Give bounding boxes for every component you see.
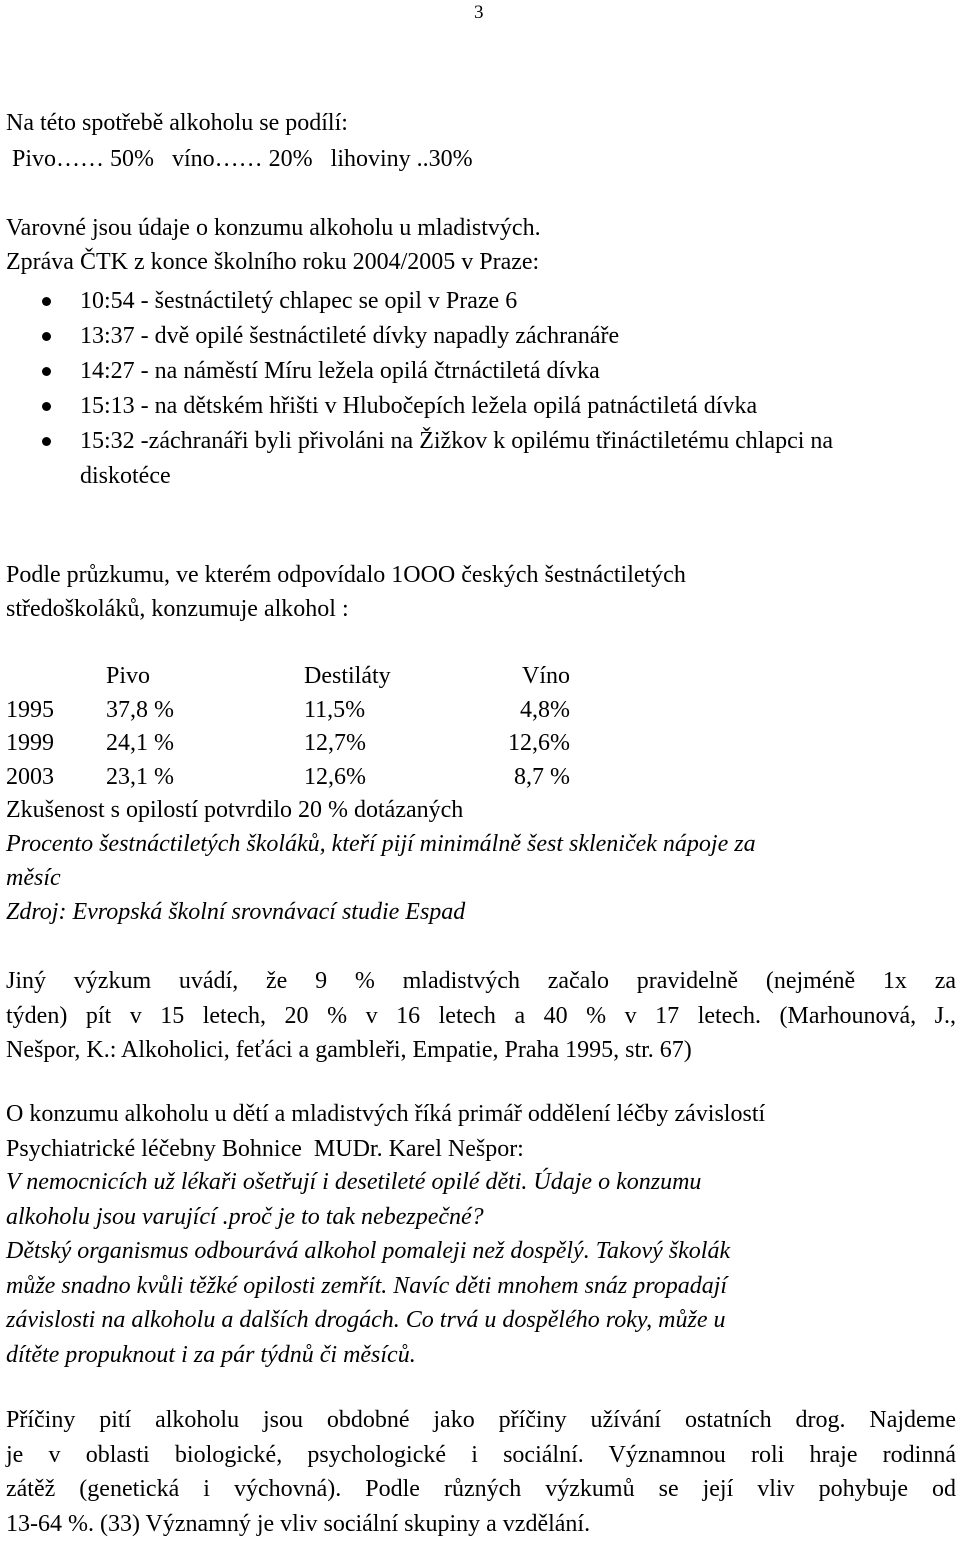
other-research-paragraph	[6, 964, 956, 1068]
list-item: 15:32 -záchranáři byli přivoláni na Žižkov k opilému třináctiletému chlapci na diskotéce	[0, 424, 920, 494]
list-item: 13:37 - dvě opilé šestnáctileté dívky napadly záchranáře	[0, 319, 920, 354]
paragraph-line: Jiný výzkum uvádí, že 9 % mladistvých začalo pravidelně (nejméně 1x za	[6, 964, 956, 999]
list-item: 10:54 - šestnáctiletý chlapec se opil v Praze 6	[0, 284, 920, 319]
table-cell: 12,6%	[304, 761, 470, 795]
bullet-icon	[42, 332, 51, 341]
table-cell: 12,6%	[470, 727, 570, 761]
paragraph-line: je v oblasti biologické, psychologické i sociální. Významnou roli hraje rodinná	[6, 1438, 956, 1473]
table-cell: 1995	[0, 694, 106, 728]
note-line2: měsíc	[6, 864, 61, 892]
table-cell: 37,8 %	[106, 694, 304, 728]
paragraph-line: zátěž (genetická i výchovná). Podle různých výzkumů se její vliv pohybuje od	[6, 1472, 956, 1507]
note-line1: Procento šestnáctiletých školáků, kteří pijí minimálně šest skleniček nápoje za	[6, 830, 756, 858]
table-cell: 1999	[0, 727, 106, 761]
quote-line: Dětský organismus odbourává alkohol pomaleji než dospělý. Takový školák	[6, 1234, 956, 1269]
table-header	[0, 660, 106, 694]
quote-line: může snadno kvůli těžké opilosti zemřít. Navíc děti mnohem snáz propadají	[6, 1269, 956, 1304]
incident-list	[0, 284, 920, 494]
causes-paragraph	[6, 1403, 956, 1541]
bullet-icon	[42, 437, 51, 446]
list-item: 14:27 - na náměstí Míru ležela opilá čtrnáctiletá dívka	[0, 354, 920, 389]
bullet-icon	[42, 402, 51, 411]
table-row	[0, 761, 570, 795]
table-cell: 2003	[0, 761, 106, 795]
source-text: Zdroj: Evropská školní srovnávací studie Espad	[6, 898, 465, 926]
paragraph-line: Příčiny pití alkoholu jsou obdobné jako příčiny užívání ostatních drog. Najdeme	[6, 1403, 956, 1438]
list-item: 15:13 - na dětském hřišti v Hlubočepích ležela opilá patnáctiletá dívka	[0, 389, 920, 424]
quote-line: V nemocnicích už lékaři ošetřují i desetileté opilé děti. Údaje o konzumu	[6, 1165, 956, 1200]
bohnice-quote	[6, 1165, 956, 1372]
bohnice-line2: Psychiatrické léčebny Bohnice MUDr. Karel Nešpor:	[6, 1135, 524, 1163]
quote-line: závislosti na alkoholu a dalších drogách. Co trvá u dospělého roky, může u	[6, 1303, 956, 1338]
bullet-icon	[42, 297, 51, 306]
table-cell: 11,5%	[304, 694, 470, 728]
table-header: Víno	[470, 660, 570, 694]
quote-line: alkoholu jsou varující .proč je to tak nebezpečné?	[6, 1200, 956, 1235]
consumption-table	[0, 660, 570, 794]
bullet-icon	[42, 367, 51, 376]
survey-intro-line2: středoškoláků, konzumuje alkohol :	[6, 595, 349, 623]
table-row	[0, 694, 570, 728]
table-header: Pivo	[106, 660, 304, 694]
bohnice-line1: O konzumu alkoholu u dětí a mladistvých říká primář oddělení léčby závislostí	[6, 1100, 765, 1128]
table-cell: 4,8%	[470, 694, 570, 728]
table-row	[0, 727, 570, 761]
warning-heading: Varovné jsou údaje o konzumu alkoholu u mladistvých.	[6, 214, 541, 242]
table-cell: 8,7 %	[470, 761, 570, 795]
quote-line: dítěte propuknout i za pár týdnů či měsíců.	[6, 1338, 956, 1373]
table-cell: 24,1 %	[106, 727, 304, 761]
table-cell: 12,7%	[304, 727, 470, 761]
paragraph-line: týden) pít v 15 letech, 20 % v 16 letech a 40 % v 17 letech. (Marhounová, J.,	[6, 999, 956, 1034]
table-cell: 23,1 %	[106, 761, 304, 795]
consumption-intro: Na této spotřebě alkoholu se podílí:	[6, 109, 348, 137]
table-header: Destiláty	[304, 660, 470, 694]
paragraph-line: Nešpor, K.: Alkoholici, feťáci a gambleři, Empatie, Praha 1995, str. 67)	[6, 1033, 956, 1068]
paragraph-line: 13-64 %. (33) Významný je vliv sociální skupiny a vzdělání.	[6, 1507, 956, 1541]
report-heading: Zpráva ČTK z konce školního roku 2004/2005 v Praze:	[6, 248, 539, 276]
page-number: 3	[474, 2, 484, 24]
experience-text: Zkušenost s opilostí potvrdilo 20 % dotázaných	[6, 796, 463, 824]
survey-intro-line1: Podle průzkumu, ve kterém odpovídalo 1OOO českých šestnáctiletých	[6, 561, 686, 589]
table-header-row	[0, 660, 570, 694]
consumption-shares: Pivo…… 50% víno…… 20% lihoviny ..30%	[6, 145, 473, 173]
